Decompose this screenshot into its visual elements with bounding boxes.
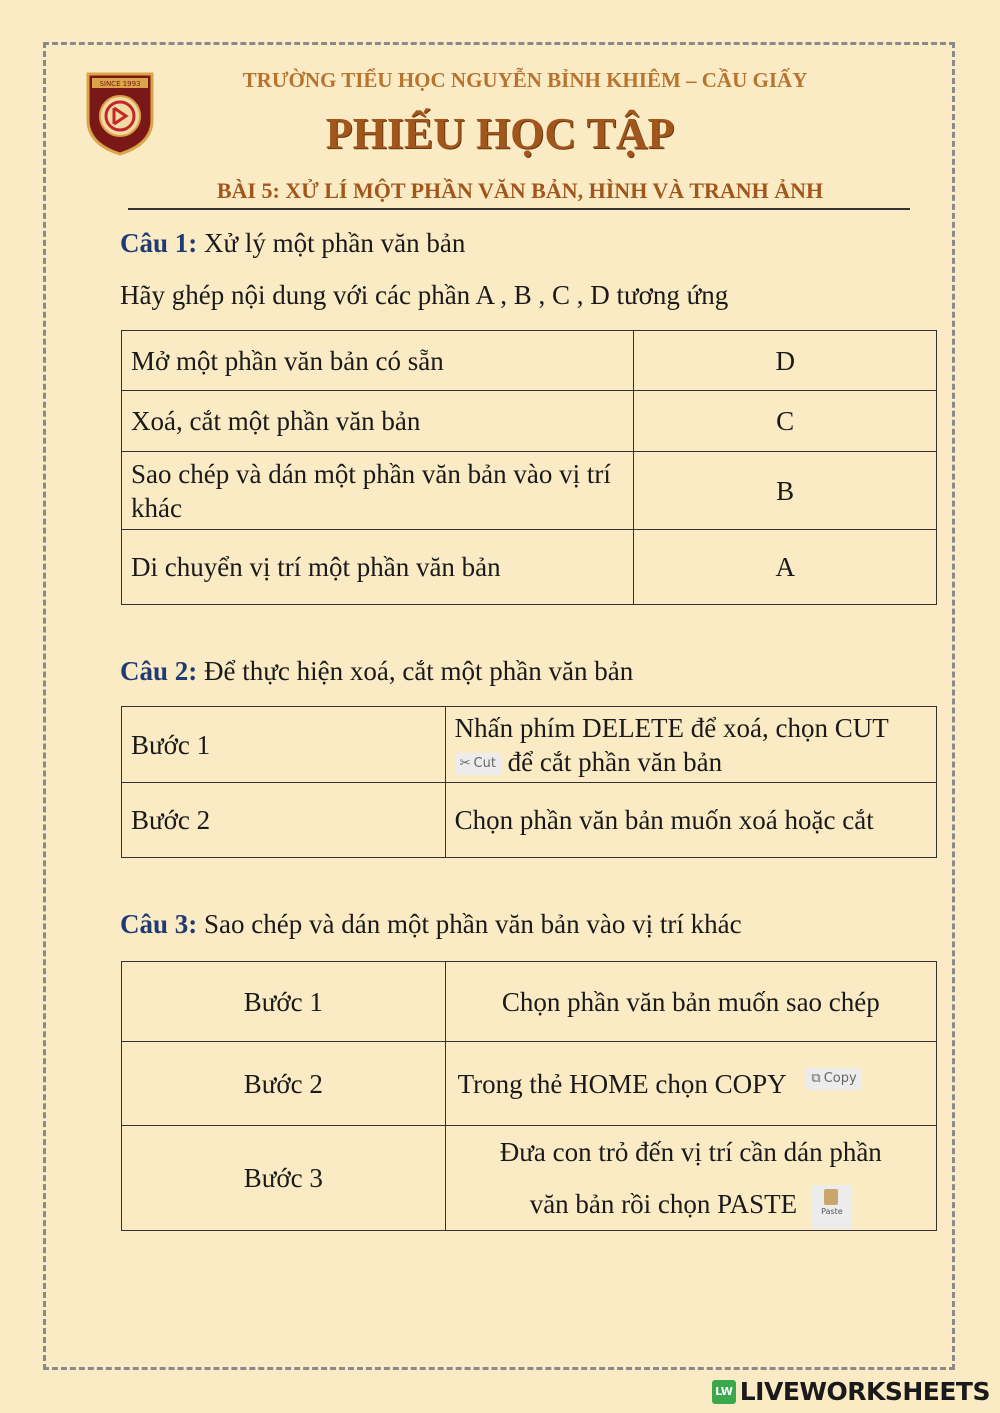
copy-paste-steps-table bbox=[121, 961, 937, 1231]
step-text: để cắt phần văn bản bbox=[507, 746, 723, 777]
step-text: Đưa con trỏ đến vị trí cần dán phần bbox=[499, 1137, 882, 1167]
question-2 bbox=[120, 656, 633, 687]
delete-cut-steps-table bbox=[121, 706, 937, 858]
question-3-label: Câu 3: bbox=[120, 909, 198, 939]
header-divider bbox=[128, 208, 910, 210]
table-row bbox=[122, 331, 937, 391]
match-content: Di chuyển vị trí một phần văn bản bbox=[122, 530, 634, 605]
match-content: Xoá, cắt một phần văn bản bbox=[122, 391, 634, 452]
step-text: Trong thẻ HOME chọn COPY bbox=[457, 1068, 786, 1099]
question-2-text: Để thực hiện xoá, cắt một phần văn bản bbox=[197, 656, 634, 686]
table-row bbox=[122, 530, 937, 605]
school-name: TRƯỜNG TIỂU HỌC NGUYỄN BỈNH KHIÊM – CẦU GIẤY bbox=[242, 68, 808, 92]
step-label: Bước 2 bbox=[122, 783, 446, 858]
step-description[interactable] bbox=[445, 1042, 936, 1126]
liveworksheets-logo-icon: LW bbox=[712, 1380, 736, 1404]
match-answer[interactable]: C bbox=[634, 391, 937, 452]
question-1-text: Xử lý một phần văn bản bbox=[197, 228, 466, 258]
worksheet-title: PHIẾU HỌC TẬP bbox=[325, 109, 675, 158]
question-3-text: Sao chép và dán một phần văn bản vào vị trí khác bbox=[197, 909, 742, 939]
paste-label: Paste bbox=[821, 1206, 843, 1216]
cut-button bbox=[455, 753, 501, 775]
copy-icon: ⧉ bbox=[811, 1071, 821, 1087]
liveworksheets-brand bbox=[712, 1377, 990, 1406]
clipboard-icon bbox=[824, 1189, 838, 1205]
table-row bbox=[122, 962, 937, 1042]
step-text: Nhấn phím DELETE để xoá, chọn CUT bbox=[454, 712, 889, 743]
step-description[interactable]: Chọn phần văn bản muốn sao chép bbox=[445, 962, 936, 1042]
table-row bbox=[122, 1126, 937, 1231]
cut-label: Cut bbox=[473, 756, 496, 772]
step-text: văn bản rồi chọn PASTE bbox=[529, 1189, 798, 1219]
matching-table bbox=[121, 330, 937, 605]
table-row bbox=[122, 1042, 937, 1126]
table-row bbox=[122, 452, 937, 530]
table-row bbox=[122, 391, 937, 452]
table-row bbox=[122, 707, 937, 783]
match-content: Mở một phần văn bản có sẵn bbox=[122, 331, 634, 391]
match-answer[interactable]: A bbox=[634, 530, 937, 605]
lesson-title: BÀI 5: XỬ LÍ MỘT PHẦN VĂN BẢN, HÌNH VÀ TRANH ẢNH bbox=[216, 178, 824, 203]
question-2-label: Câu 2: bbox=[120, 656, 198, 686]
step-description[interactable] bbox=[445, 1126, 936, 1231]
table-row bbox=[122, 783, 937, 858]
match-answer[interactable]: B bbox=[634, 452, 937, 530]
copy-button bbox=[806, 1068, 861, 1090]
match-content: Sao chép và dán một phần văn bản vào vị trí khác bbox=[122, 452, 634, 530]
copy-label: Copy bbox=[823, 1071, 857, 1087]
step-label: Bước 1 bbox=[122, 707, 446, 783]
logo-since-text: SINCE 1993 bbox=[99, 80, 141, 88]
step-label: Bước 3 bbox=[122, 1126, 446, 1231]
step-description[interactable]: Chọn phần văn bản muốn xoá hoặc cắt bbox=[445, 783, 936, 858]
paste-button bbox=[812, 1185, 852, 1229]
question-1-instruction: Hãy ghép nội dung với các phần A , B , C , D tương ứng bbox=[120, 280, 729, 310]
question-3 bbox=[120, 909, 742, 940]
step-label: Bước 2 bbox=[122, 1042, 446, 1126]
match-answer[interactable]: D bbox=[634, 331, 937, 391]
step-label: Bước 1 bbox=[122, 962, 446, 1042]
brand-text: LIVEWORKSHEETS bbox=[739, 1377, 990, 1406]
scissors-icon: ✂ bbox=[459, 756, 471, 772]
question-1 bbox=[120, 228, 465, 259]
question-1-label: Câu 1: bbox=[120, 228, 198, 258]
step-description[interactable] bbox=[445, 707, 936, 783]
